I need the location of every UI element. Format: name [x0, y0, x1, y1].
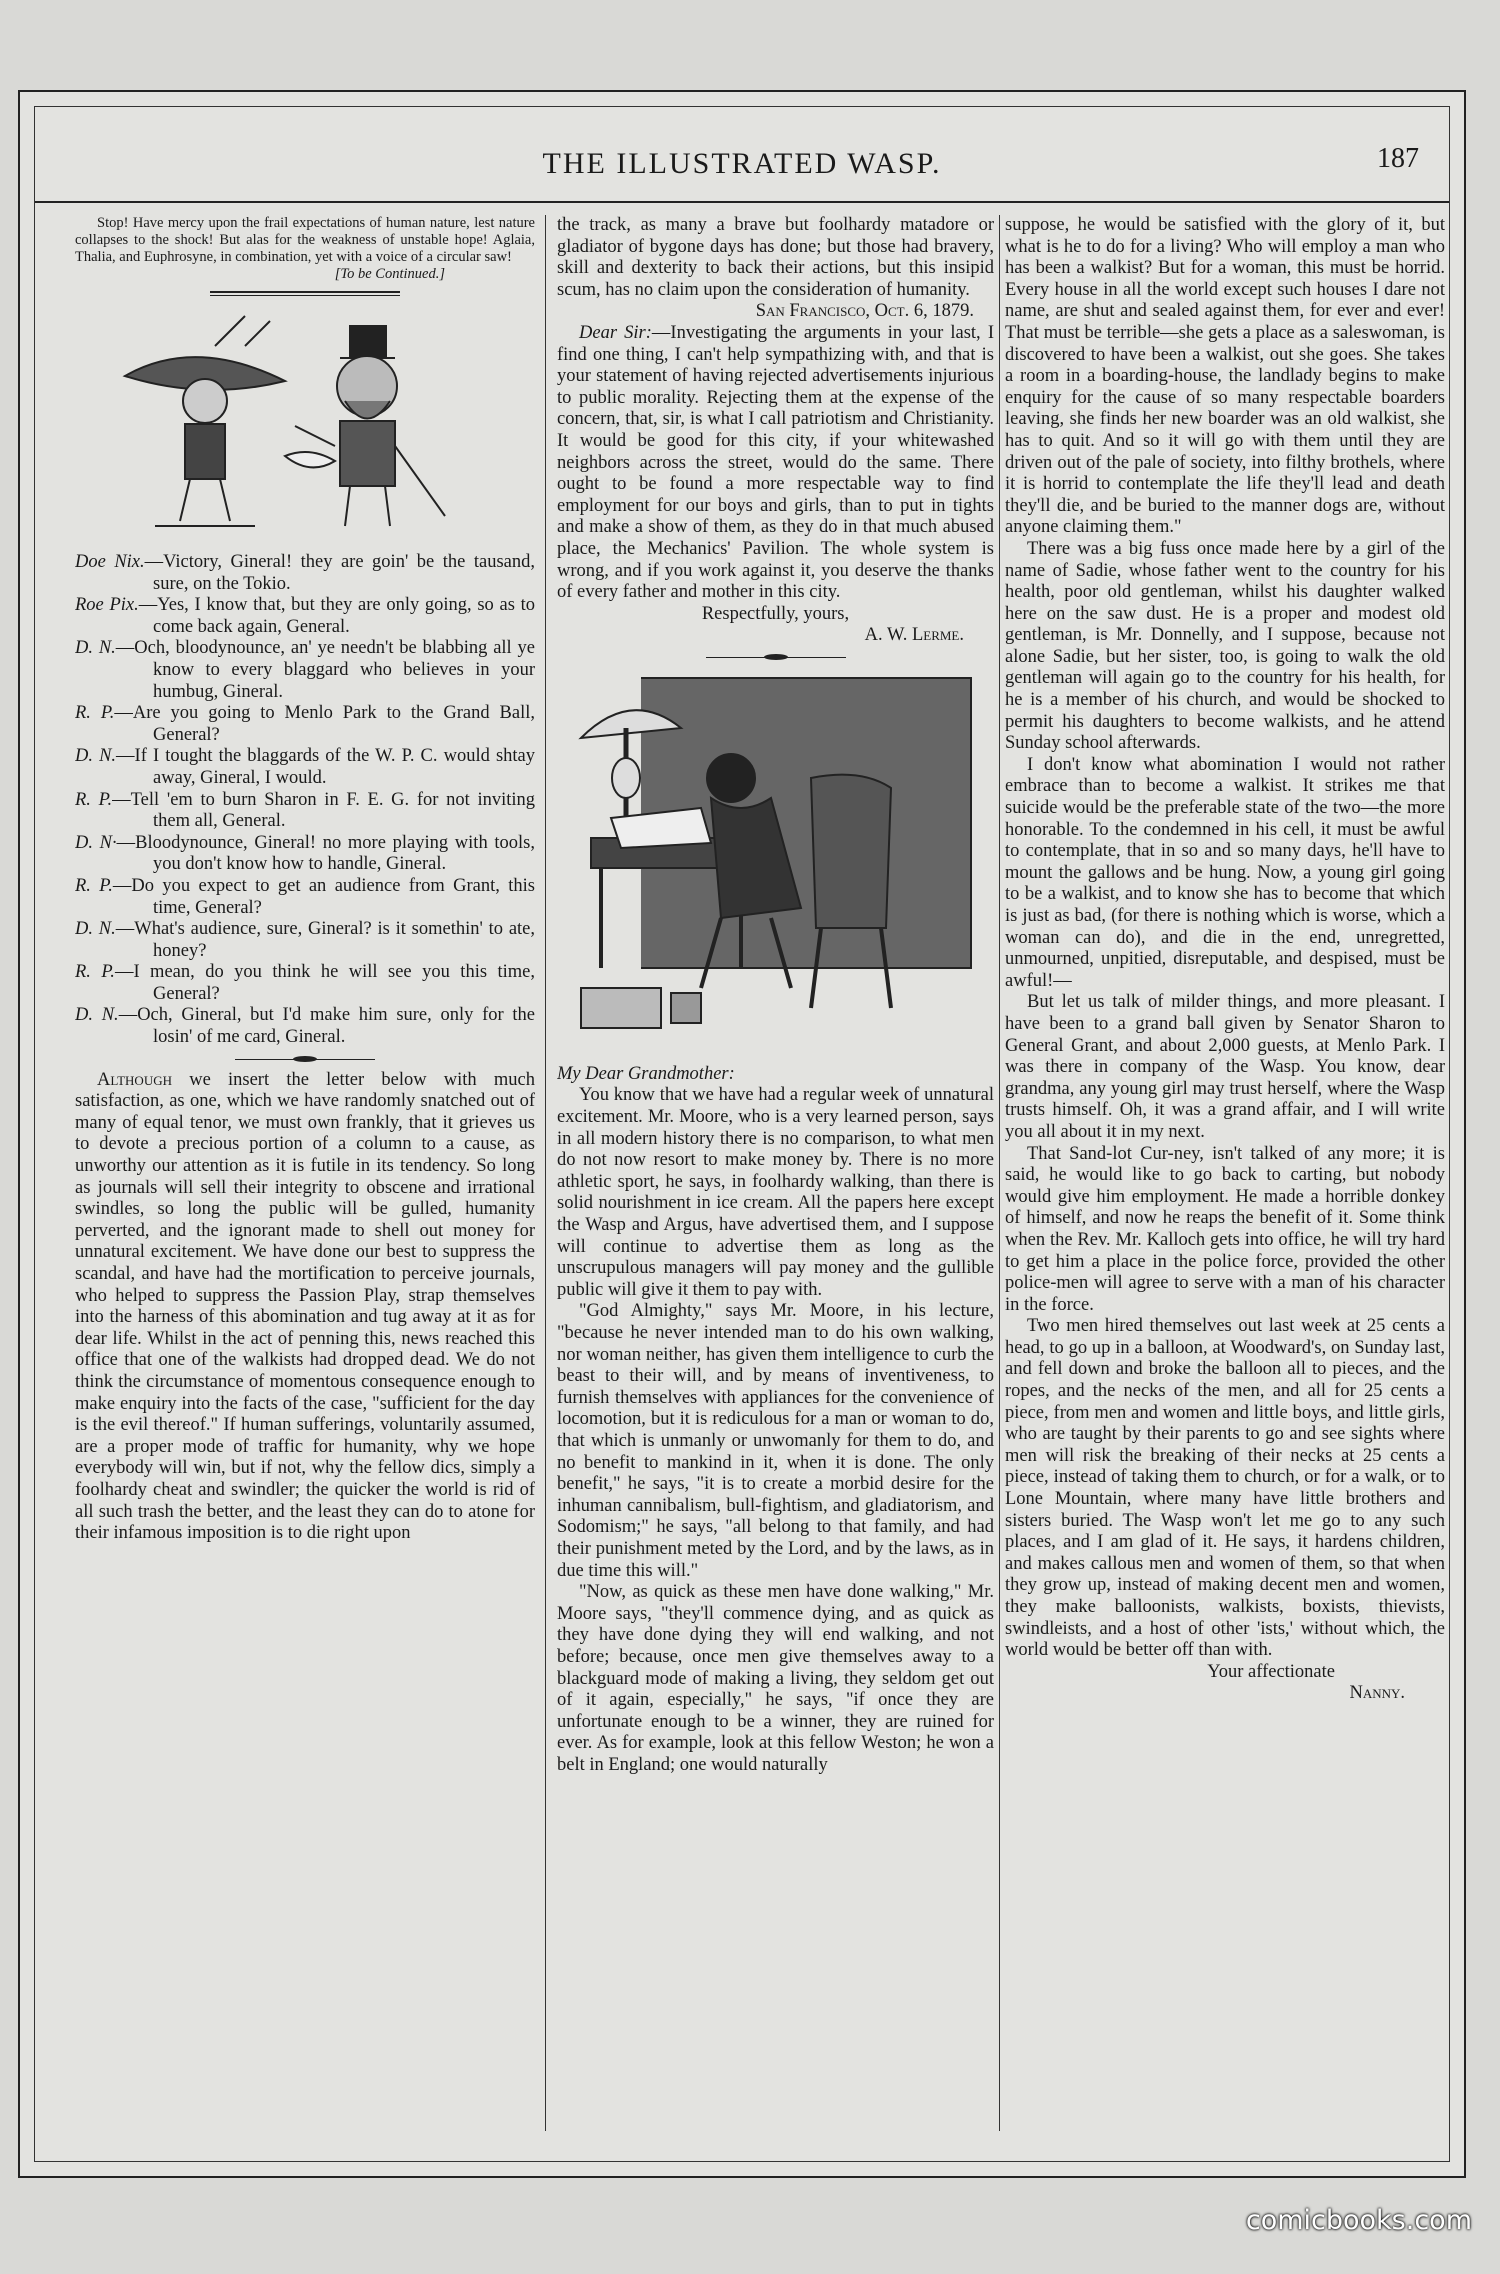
- letter-paragraph: "Now, as quick as these men have done walking," Mr. Moore says, "they'll commence dying, and as quick as they have done dying they will end walking, and not before; because, once men give themselves away to a blackguard mode of making a living, they seldom get out of it again, especially," he says, "if once they are unfortunate enough to be a winner, they are ruined for ever. As for example, look at this fellow Weston; he won a belt in England; one would naturally: [557, 1582, 994, 1775]
- site-watermark: comicbooks.com: [1245, 2205, 1472, 2236]
- letter-signature: Nanny.: [1349, 1683, 1405, 1704]
- paragraph: the track, as many a brave but foolhardy matadore or gladiator of bygone days has done; but those had bravery, skill and dexterity to back their actions, but this insipid scum, has no claim upon the consideration of humanity.: [557, 215, 994, 300]
- dialogue-line: R. P.—Do you expect to get an audience from Grant, this time, General?: [75, 875, 535, 918]
- letter-closing: Respectfully, yours,: [701, 603, 850, 624]
- dialogue-line: Doe Nix.—Victory, Gineral! they are goin' be the tausand, sure, on the Tokio.: [75, 552, 535, 594]
- column-rule: [999, 215, 1000, 2131]
- letter-signature: A. W. Lerme.: [864, 625, 964, 646]
- dateline: San Francisco, Oct. 6, 1879.: [755, 301, 974, 322]
- dialogue-line: D. N.—Och, Gineral, but I'd make him sure, only for the losin' of me card, Gineral.: [75, 1005, 535, 1048]
- column-rule: [545, 215, 546, 2131]
- dialogue-line: D. N.—If I tought the blaggards of the W. P. C. would shtay away, Gineral, I would.: [75, 746, 535, 788]
- letter-paragraph: Dear Sir:—Investigating the arguments in your last, I find one thing, I can't help sympathizing with, and that is your statement of having rejected advertisements injurious to public morality. Rejecting them at the expense of the concern, that, sir, is what I call patriotism and Christianity. It would be good for this city, if your whitewashed neighbors across the street, would do the same. There ought to be found a more respectable way to find employment for our boys and girls, than to put in tights and make a show of them, as they do in that much abused place, the Mechanics' Pavilion. The whole system is wrong, and if you work against it, you deserve the thanks of every father and mother in this city.: [557, 322, 994, 603]
- page-header: [35, 107, 1449, 203]
- letter-paragraph: I don't know what abomination I would not rather embrace than to become a walkist. It strikes me that suicide would be the preferable state of the two—the more honorable. To the condemned in his cell, it must be awful to contemplate, that in so and so many days, he'll have to mount the gallows and be hung. Now, a young girl going to be a walkist, and to know she has to become that which is just as bad, (for there is nothing which is worse, which a woman can do), and die in the end, unregretted, unmourned, unpitied, disreputable, and despised, must be awful!—: [1005, 754, 1445, 991]
- letter-paragraph: "God Almighty," says Mr. Moore, in his lecture, "because he never intended man to do his own walking, nor woman neither, has given them intelligence to curb the beast to their will, and by means of inventiveness, to furnish themselves with appliances for the convenience of locomotion, but it is rediculous for a man or woman to do, that which is unmanly or unwomanly for them to do, and no benefit to mankind in it, when it is done. The only benefit," he says, "it is to create a morbid desire for the inhuman cannibalism, bull-fightism, and gladiatorism, and Sodomism;" he says, "all belong to that family, and had their punishment meted by the Lord, and by the laws, as in due time this will.": [557, 1301, 994, 1581]
- column-3: [1005, 215, 1445, 2131]
- dialogue-line: D. N.—Och, bloodynounce, an' ye needn't be blabbing all ye know to every blaggard who believes in your humbug, Gineral.: [75, 638, 535, 702]
- letter-paragraph: suppose, he would be satisfied with the glory of it, but what is he to do for a living? Who will employ a man who has been a walkist? But for a woman, this must be horrid. Every house in all the world except such houses I dare not name, are shut and sealed against them, for ever and ever! That must be terrible—she gets a place as a saleswoman, is discovered to have been a walkist, out she goes. She takes a room in a boarding-house, the landlady begins to make enquiry for the cause of so many respectable boarders leaving, she finds her new boarder was an old walkist, she has to quit. And so it will go with them until they are driven out of the pale of society, into filthy brothels, where it is horrid to contemplate the life they'll lead and death they'll die, and be buried to the manner dogs are, without anyone claiming them.": [1005, 215, 1445, 538]
- dialogue-line: Roe Pix.—Yes, I know that, but they are only going, so as to come back again, General.: [75, 595, 535, 637]
- dialogue-line: D. N·—Bloodynounce, Gineral! no more playing with tools, you don't know how to handle, Gineral.: [75, 832, 535, 875]
- caricature-illustration: [95, 306, 515, 546]
- column-2: [557, 215, 994, 2131]
- dialogue-line: D. N.—What's audience, sure, Gineral? is it somethin' to ate, honey?: [75, 919, 535, 961]
- editorial-paragraph: Although we insert the letter below with much satisfaction, as one, which we have randomly snatched out of many of equal tenor, we must own frankly, that it grieves us to devote a precious portion of a column to a cause, as unworthy our attention as it is futile in its tendency. So long as journals will sell their integrity to obscene and irrational swindles, so long the public will be gulled, humanity perverted, and the ignorant made to shell out money for unnatural excitement. We have done our best to suppress the scandal, and have had the mortification to perceive journals, who helped to suppress the Passion Play, strap themselves into the harness of this abomination and tug away at it as for dear life. Whilst in the act of penning this, news reached this office that one of the walkists had dropped dead. We do not think the circumstance of momentous consequence enough to make enquiry into the facts of the case, "sufficient for the day is the evil thereof." If human sufferings, voluntarily assumed, are a proper mode of traffic for humanity, why we hope everybody will win, but if not, why the fellow dics, simply a foolhardy cheat and swindler; the quicker the world is rid of all such trash the better, and the least they can do to atone for their infamous imposition is to die right upon: [75, 1069, 535, 1544]
- dialogue-line: R. P.—Are you going to Menlo Park to the Grand Ball, General?: [75, 703, 535, 745]
- page-number: 187: [1377, 143, 1419, 174]
- letter-paragraph: There was a big fuss once made here by a girl of the name of Sadie, whose father went to the country for his health, poor old gentleman, whilst his daughter walked here on the saw dust. He is a proper and modest old gentleman, is Mr. Donnelly, and I suppose, because not alone Sadie, but her sister, too, is going to walk the old gentleman will again go to the country for his health, for he is a member of his church, and would be shocked to permit his daughters to become walkists, and he attend Sunday school afterwards.: [1005, 538, 1445, 754]
- letter-closing: Your affectionate: [1207, 1661, 1335, 1682]
- letter-paragraph: Two men hired themselves out last week at 25 cents a head, to go up in a balloon, at Woodward's, on Sunday last, and fell down and broke the balloon all to pieces, and the ropes, and the necks of the men, and all for 25 cents a piece, from men and women and little boys, and little girls, who are taught by their parents to go and see sights where men will risk the breaking of their necks at 25 cents a piece, instead of taking them to church, or for a walk, or to Lone Mountain, where many have little brothers and sisters buried. The Wasp won't let me go to any such places, and I am glad of it. He says, it hardens children, and makes callous men and women of them, so that when they grow up, instead of making decent men and women, they make balloonists, walkists, boxists, thievists, swindleists, and a host of other 'ists,' without which, the world would be better off than with.: [1005, 1316, 1445, 1661]
- intro-paragraph: Stop! Have mercy upon the frail expectations of human nature, lest nature collapses to the shock! But alas for the weakness of unstable hope! Aglaia, Thalia, and Euphrosyne, in combination, yet with a voice of a circular saw!: [75, 215, 535, 265]
- letter-paragraph: That Sand-lot Cur-ney, isn't talked of any more; it is said, he would like to go back to carting, but nobody would give him employment. He made a horrible donkey of himself, and now he reaps the benefit of it. Some think when the Rev. Mr. Kalloch gets into office, he will try hard to get him a place in the police force, provided the other police-men will agree to serve with a man of his character in the force.: [1005, 1143, 1445, 1315]
- dialogue: [75, 552, 535, 1049]
- page-frame: [18, 90, 1466, 2178]
- section-divider: [235, 1059, 375, 1060]
- publication-title: THE ILLUSTRATED WASP.: [542, 147, 942, 180]
- section-divider: [706, 657, 846, 658]
- girl-reading-illustration: [571, 668, 981, 1058]
- letter-paragraph: But let us talk of milder things, and more pleasant. I have been to a grand ball given by Senator Sharon to General Grant, and about 2,000 guests, at Menlo Park. I was there in company of the Wasp. You know, dear grandma, any young girl may trust herself, where the Wasp trusts himself. Oh, it was a grand affair, and I will write you all about it in my next.: [1005, 992, 1445, 1142]
- continued-note: [To be Continued.]: [334, 266, 445, 282]
- column-1: [75, 215, 535, 2131]
- page-inner-border: [34, 106, 1450, 2162]
- dialogue-line: R. P.—Tell 'em to burn Sharon in F. E. G. for not inviting them all, General.: [75, 789, 535, 832]
- letter-paragraph: You know that we have had a regular week of unnatural excitement. Mr. Moore, who is a very learned person, says in all modern history there is no comparison, to what men do not now resort to make money by. There is no more athletic sport, he says, in foolhardy walking, than there is solid nourishment in ice cream. All the papers here except the Wasp and Argus, have advertised them, and I suppose will continue to advertise them as long as the unscrupulous managers will pay money and the gullible public will give it them to pay with.: [557, 1085, 994, 1300]
- dialogue-line: R. P.—I mean, do you think he will see you this time, General?: [75, 962, 535, 1004]
- section-rule: [210, 291, 400, 296]
- grandmother-salutation: My Dear Grandmother:: [557, 1063, 735, 1084]
